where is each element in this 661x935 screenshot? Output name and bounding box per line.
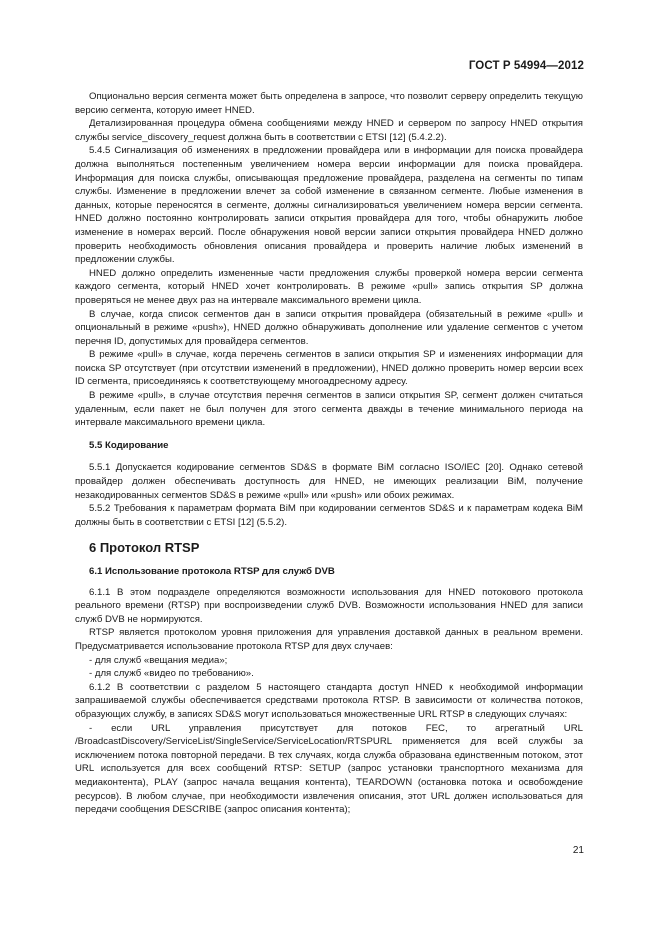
paragraph: HNED должно определить измененные части предложения службы проверкой номера версии сегмента каждого сегмента, который HNED хочет контролировать. В режиме «pull» запись открытия SP должна проверяться не менее двух раз на интервале максимального времени цикла. <box>75 267 583 306</box>
page-number: 21 <box>572 845 584 856</box>
paragraph: В режиме «pull» в случае, когда перечень сегментов в записи открытия SP и изменениях информации для поиска SP отсутствует (при отсутствии изменений в предложении), HNED должно проверить номер версии всех ID сегмента, присоединяясь к соответствующему многоадресному адресу. <box>75 349 583 388</box>
standard-header: ГОСТ Р 54994—2012 <box>468 60 584 72</box>
paragraph: В случае, когда список сегментов дан в записи открытия провайдера (обязательный в режиме «pull» и опциональный в режиме «push»), HNED должно обнаруживать дополнение или удаление сегментов с учетом перечня ID, допустимых для провайдера сегментов. <box>75 308 583 347</box>
section-heading-5-5: 5.5 Кодирование <box>89 439 169 451</box>
page-body <box>75 90 583 817</box>
paragraph: Опционально версия сегмента может быть определена в запросе, что позволит серверу определить текущую версию сегмента, которую имеет HNED. <box>75 91 583 116</box>
list-item: - для служб «вещания медиа»; <box>89 654 228 666</box>
paragraph: В режиме «pull», в случае отсутствия перечня сегментов в записи открытия SP, сегмент должен считаться удаленным, если пакет не был получен для этого сегмента дважды в течение минимального периода на интервале максимального времени цикла. <box>75 390 583 429</box>
section-heading-6-1: 6.1 Использование протокола RTSP для служб DVB <box>89 566 335 577</box>
section-heading-6: 6 Протокол RTSP <box>89 540 200 556</box>
paragraph: RTSP является протоколом уровня приложения для управления доставкой данных в реальном времени. Предусматривается использование протокола RTSP для двух случаев: <box>75 627 583 652</box>
list-item: - если URL управления присутствует для потоков FEC, то агрегатный URL /BroadcastDiscovery/ServiceList/SingleService/ServiceLocation/RTSPURL применяется для всей службы за исключением потока повторной передачи. В тех случаях, когда служба образована единственным потоком, этот URL используется для всех сообщений RTSP: SETUP (запрос установки транспортного механизма для медиаконтента), PLAY (запрос начала вещания контента), TEARDOWN (остановка потока и освобождение ресурсов). В любом случае, при необходимости извлечения описания, этот URL должен использоваться для передачи сообщения DESCRIBE (запрос описания контента); <box>75 722 583 816</box>
paragraph: 5.5.1 Допускается кодирование сегментов SD&S в формате BiM согласно ISO/IEC [20]. Однако сетевой провайдер должен обеспечивать доступность для HNED, не имеющих реализации BiM, получение незакодированных сегментов SD&S в режиме «pull» или «push» или обоих режимах. <box>75 462 583 501</box>
paragraph: 5.5.2 Требования к параметрам формата BiM при кодировании сегментов SD&S и к параметрам кодека BiM должны быть в соответствии с ETSI [12] (5.5.2). <box>75 503 583 528</box>
paragraph: 5.4.5 Сигнализация об изменениях в предложении провайдера или в информации для поиска провайдера должна выполняться постепенным увеличением номера версии информации для поиска провайдера. Информация для поиска службы, описывающая предложение провайдера, разделена на сегменты по типам службы. Изменение в предложении влечет за собой изменение в связанном сегменте. Любые изменения в данных, которые переносятся в сегменте, должны сигнализироваться увеличением номера версии сегмента. HNED должно постоянно контролировать записи открытия провайдера для того, чтобы обнаружить любое изменение в номерах версий. После обнаружения новой версии записи открытия провайдера HNED должно проверить необходимость обновления описания провайдера и проверить наличие любых изменений в предложении службы. <box>75 145 583 266</box>
paragraph: 6.1.2 В соответствии с разделом 5 настоящего стандарта доступ HNED к необходимой информации запрашиваемой службы обеспечивается средствами протокола RTSP. В зависимости от количества потоков, образующих службу, в записях SD&S могут использоваться множественные URL RTSP в следующих случаях: <box>75 681 583 720</box>
paragraph: 6.1.1 В этом подразделе определяются возможности использования для HNED потокового протокола реального времени (RTSP) при воспроизведении служб DVB. Возможности использования HNED для записи служб DVB не нормируются. <box>75 586 583 625</box>
list-item: - для служб «видео по требованию». <box>89 668 254 680</box>
paragraph: Детализированная процедура обмена сообщениями между HNED и сервером по запросу HNED открытия службы service_discovery_request должна быть в соответствии с ETSI [12] (5.4.2.2). <box>75 118 583 143</box>
